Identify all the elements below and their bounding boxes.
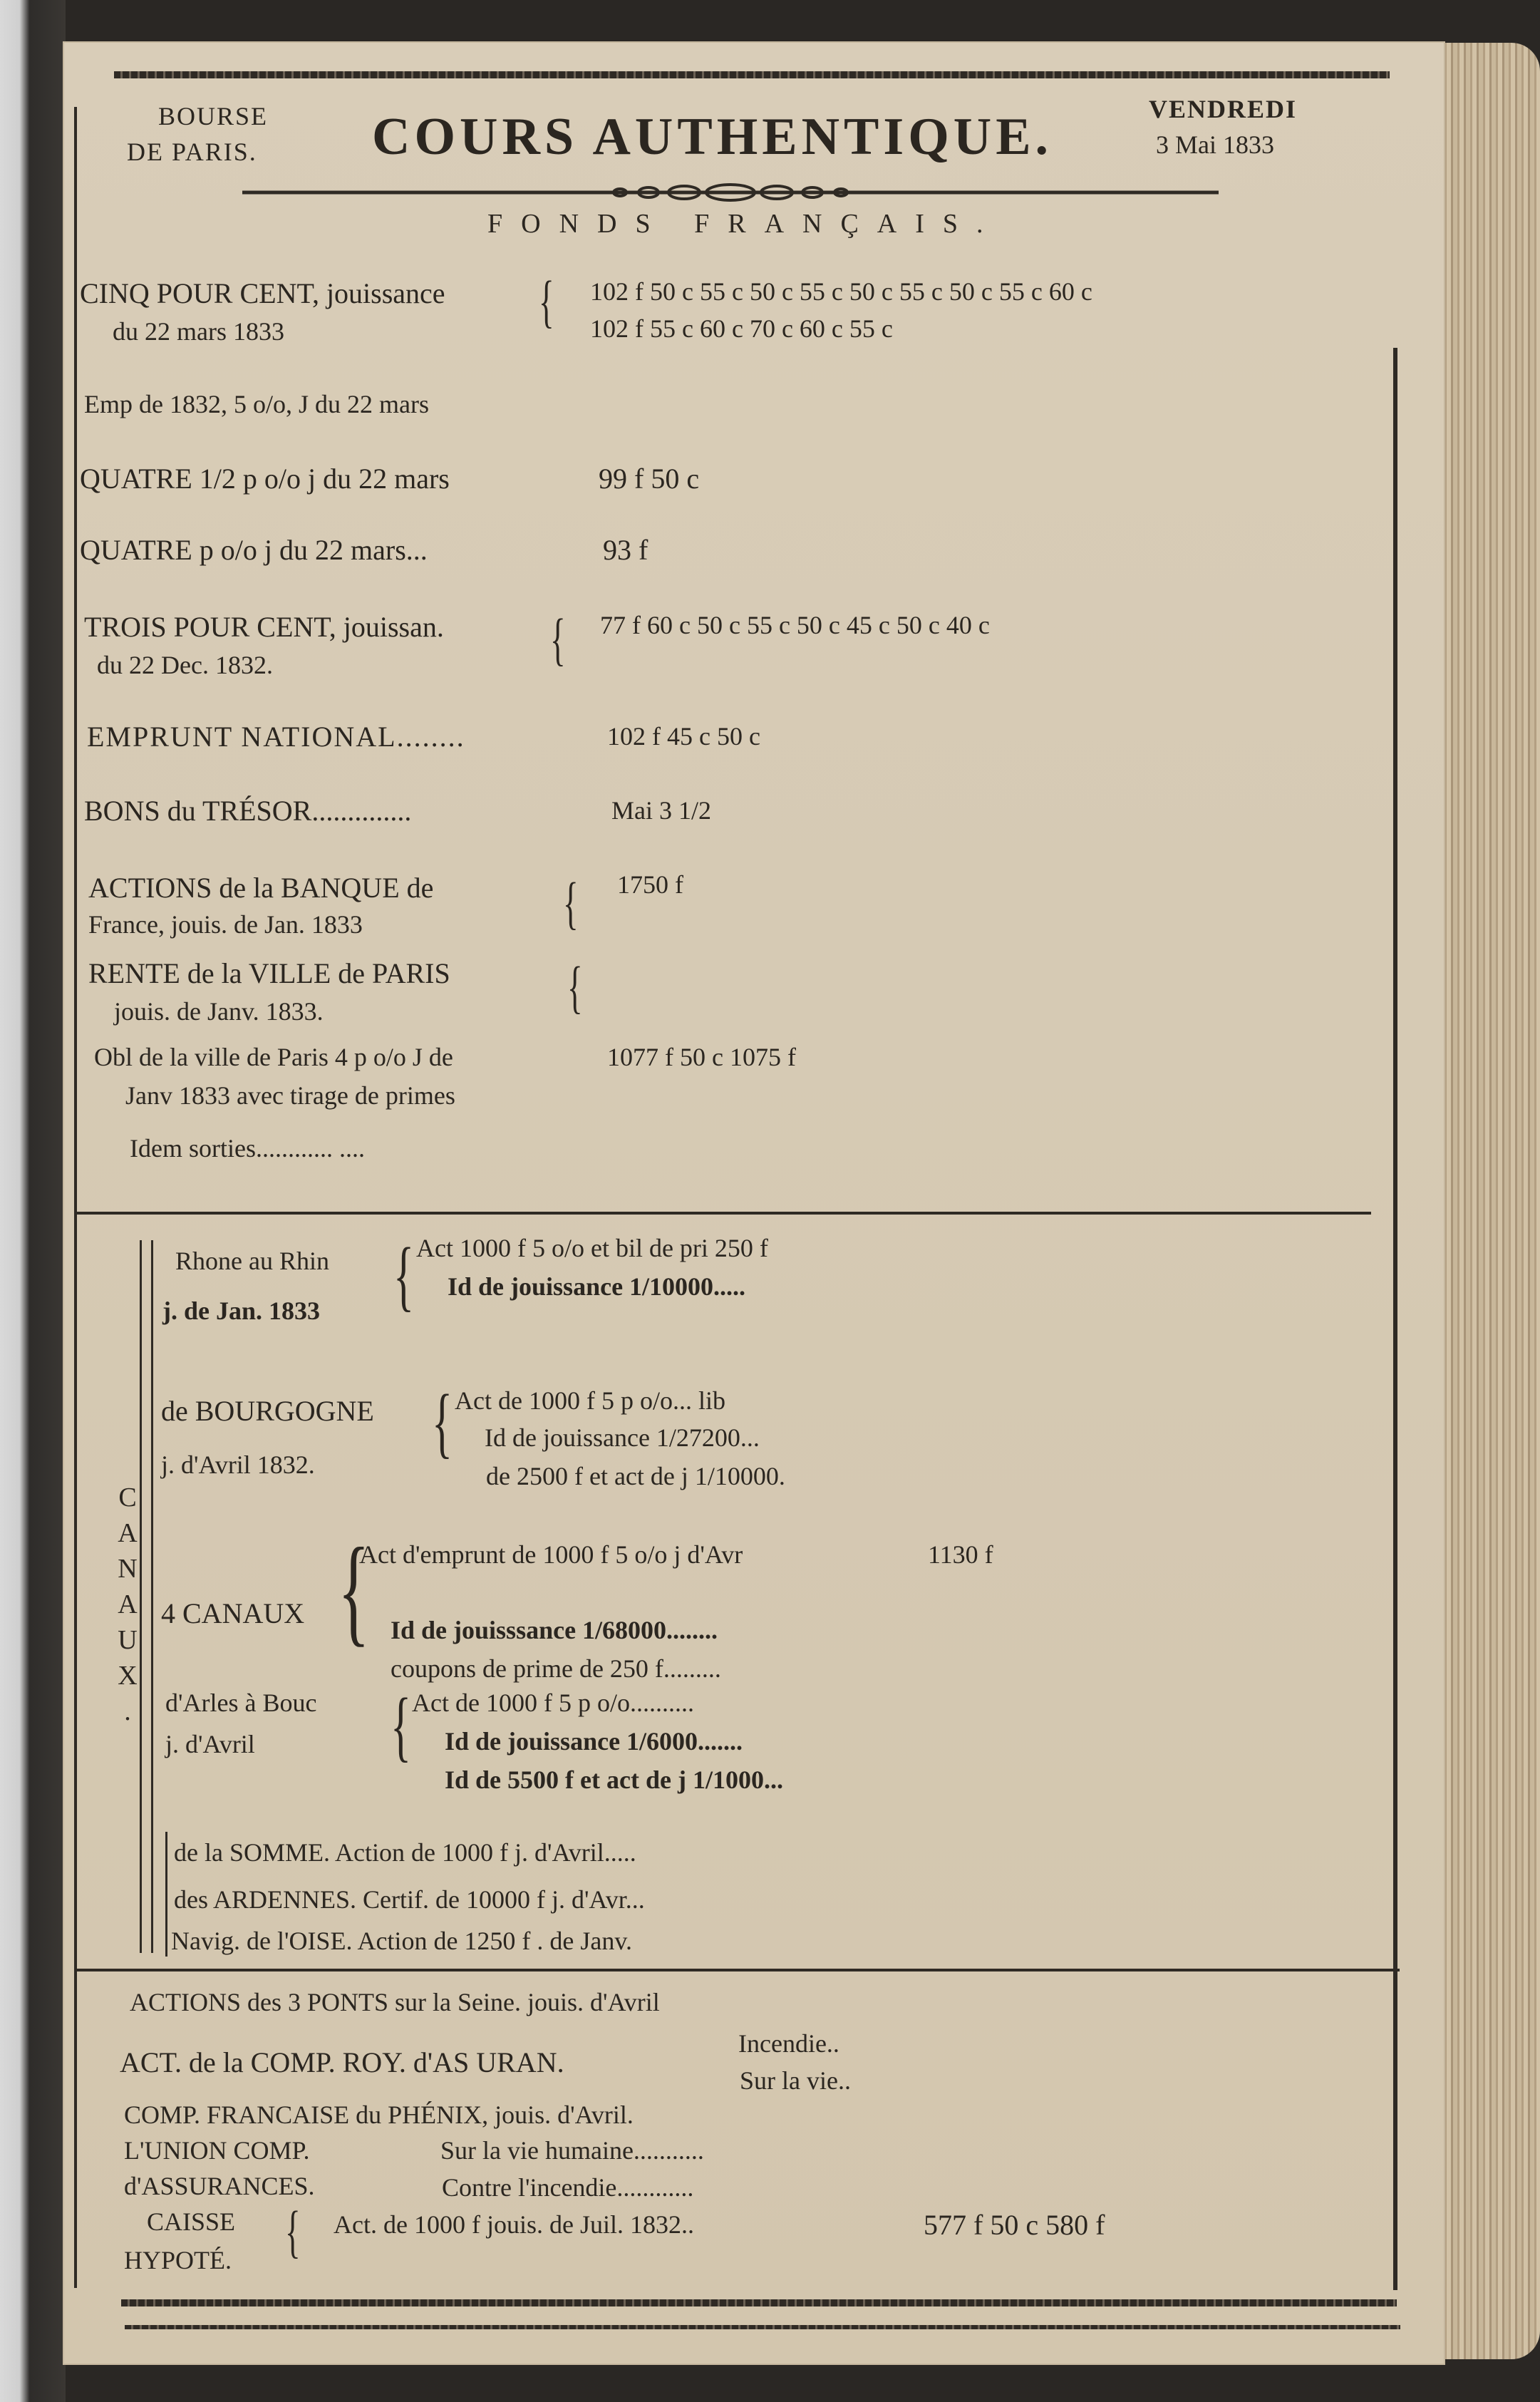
brace: {	[567, 954, 583, 1019]
canaux-rule-2	[151, 1240, 153, 1953]
page-title: COURS AUTHENTIQUE.	[372, 108, 1053, 166]
arles-item-2: Id de jouissance 1/6000.......	[445, 1727, 743, 1756]
brace: {	[550, 607, 566, 671]
frame-right-rule	[1393, 348, 1397, 2290]
brace: {	[432, 1378, 453, 1465]
cinq-name-2: du 22 mars 1833	[113, 317, 284, 346]
quatre-canaux-item-3: coupons de prime de 250 f.........	[391, 1654, 721, 1683]
rhone-item-2: Id de jouissance 1/10000.....	[448, 1272, 746, 1301]
bons-name: BONS du TRÉSOR..............	[84, 795, 412, 827]
header-left-line2: DE PARIS.	[127, 138, 257, 166]
bons-price: Mai 3 1/2	[611, 796, 711, 825]
brace: {	[393, 1232, 415, 1319]
quatre-canaux-item-1: Act d'emprunt de 1000 f 5 o/o j d'Avr	[359, 1540, 743, 1569]
cinq-price-2: 102 f 55 c 60 c 70 c 60 c 55 c	[590, 314, 893, 343]
rhone-item-1: Act 1000 f 5 o/o et bil de pri 250 f	[416, 1234, 768, 1262]
caisse-name-1: CAISSE	[147, 2207, 236, 2236]
union-name-1: L'UNION COMP.	[124, 2136, 310, 2165]
union-item-1: Sur la vie humaine...........	[440, 2136, 704, 2165]
canaux-rule-3	[165, 1832, 167, 1957]
top-border-rule	[114, 71, 1390, 78]
caisse-item: Act. de 1000 f jouis. de Juil. 1832..	[334, 2210, 694, 2239]
obl-name-2: Janv 1833 avec tirage de primes	[125, 1081, 455, 1110]
union-name-2: d'ASSURANCES.	[124, 2172, 315, 2200]
quatre-canaux-price: 1130 f	[928, 1540, 993, 1569]
bourgogne-item-1: Act de 1000 f 5 p o/o... lib	[455, 1386, 725, 1415]
canaux-label: CANAUX.	[113, 1483, 143, 1732]
header-ornament	[242, 182, 1219, 203]
caisse-name-2: HYPOTÉ.	[124, 2246, 232, 2274]
quatre-canaux-item-2: Id de jouisssance 1/68000........	[391, 1616, 718, 1644]
section-rule	[74, 1969, 1400, 1971]
oise-row: Navig. de l'OISE. Action de 1250 f . de Janv.	[171, 1927, 633, 1955]
somme-row: de la SOMME. Action de 1000 f j. d'Avril.....	[174, 1838, 636, 1867]
book-binding	[0, 0, 66, 2402]
header-right-line1: VENDREDI	[1149, 95, 1298, 123]
brace: {	[338, 1523, 370, 1657]
caisse-price: 577 f 50 c 580 f	[924, 2209, 1105, 2241]
banque-name-1: ACTIONS de la BANQUE de	[88, 872, 434, 904]
bottom-border-rule	[121, 2299, 1397, 2306]
bourgogne-item-3: de 2500 f et act de j 1/10000.	[486, 1462, 785, 1490]
quatre-demi-price: 99 f 50 c	[599, 463, 700, 495]
arles-name-2: j. d'Avril	[165, 1730, 255, 1758]
idem-name: Idem sorties............ ....	[130, 1134, 365, 1163]
assurance-item-1: Incendie..	[738, 2029, 839, 2058]
quatre-demi-name: QUATRE 1/2 p o/o j du 22 mars	[80, 463, 450, 495]
obl-price: 1077 f 50 c 1075 f	[607, 1043, 796, 1071]
phenix-row: COMP. FRANCAISE du PHÉNIX, jouis. d'Avril.	[124, 2101, 634, 2129]
emp-1832-name: Emp de 1832, 5 o/o, J du 22 mars	[84, 390, 429, 418]
rhone-name-2: j. de Jan. 1833	[162, 1297, 321, 1325]
ponts-row: ACTIONS des 3 PONTS sur la Seine. jouis. d'Avril	[130, 1988, 660, 2016]
quatre-price: 93 f	[603, 534, 648, 566]
bourgogne-name-2: j. d'Avril 1832.	[161, 1450, 315, 1479]
arles-item-1: Act de 1000 f 5 p o/o..........	[412, 1689, 694, 1717]
trois-name-1: TROIS POUR CENT, jouissan.	[84, 611, 444, 643]
assurance-item-2: Sur la vie..	[740, 2066, 851, 2095]
section-rule	[74, 1212, 1371, 1215]
obl-name-1: Obl de la ville de Paris 4 p o/o J de	[94, 1043, 453, 1071]
cinq-name-1: CINQ POUR CENT, jouissance	[80, 277, 445, 309]
rente-name-1: RENTE de la VILLE de PARIS	[88, 957, 450, 989]
bourgogne-item-2: Id de jouissance 1/27200...	[485, 1423, 760, 1452]
brace: {	[391, 1682, 412, 1769]
trois-price: 77 f 60 c 50 c 55 c 50 c 45 c 50 c 40 c	[600, 611, 990, 639]
header-left-line1: BOURSE	[158, 102, 269, 130]
cinq-price-1: 102 f 50 c 55 c 50 c 55 c 50 c 55 c 50 c 55 c 60 c	[590, 277, 1092, 306]
ardennes-row: des ARDENNES. Certif. de 10000 f j. d'Avr...	[174, 1885, 645, 1914]
quatre-name: QUATRE p o/o j du 22 mars...	[80, 534, 428, 566]
banque-price: 1750 f	[617, 870, 683, 899]
rhone-name-1: Rhone au Rhin	[175, 1247, 329, 1275]
emprunt-price: 102 f 45 c 50 c	[607, 722, 760, 751]
header-date: 3 Mai 1833	[1156, 130, 1274, 159]
bourgogne-name-1: de BOURGOGNE	[161, 1395, 374, 1427]
trois-name-2: du 22 Dec. 1832.	[97, 651, 273, 679]
brace: {	[285, 2199, 301, 2264]
brace: {	[563, 870, 579, 935]
banque-name-2: France, jouis. de Jan. 1833	[88, 910, 363, 939]
emprunt-name: EMPRUNT NATIONAL........	[87, 721, 465, 753]
bottom-border-rule-2	[125, 2325, 1400, 2329]
frame-left-rule	[74, 107, 77, 2288]
arles-item-3: Id de 5500 f et act de j 1/1000...	[445, 1766, 783, 1794]
section-title: FONDS FRANÇAIS.	[487, 209, 1002, 239]
union-item-2: Contre l'incendie............	[442, 2173, 694, 2202]
rente-name-2: jouis. de Janv. 1833.	[114, 997, 324, 1026]
quatre-canaux-name: 4 CANAUX	[161, 1597, 305, 1629]
brace: {	[539, 269, 554, 334]
assurance-name: ACT. de la COMP. ROY. d'AS URAN.	[120, 2046, 564, 2078]
arles-name-1: d'Arles à Bouc	[165, 1689, 317, 1717]
